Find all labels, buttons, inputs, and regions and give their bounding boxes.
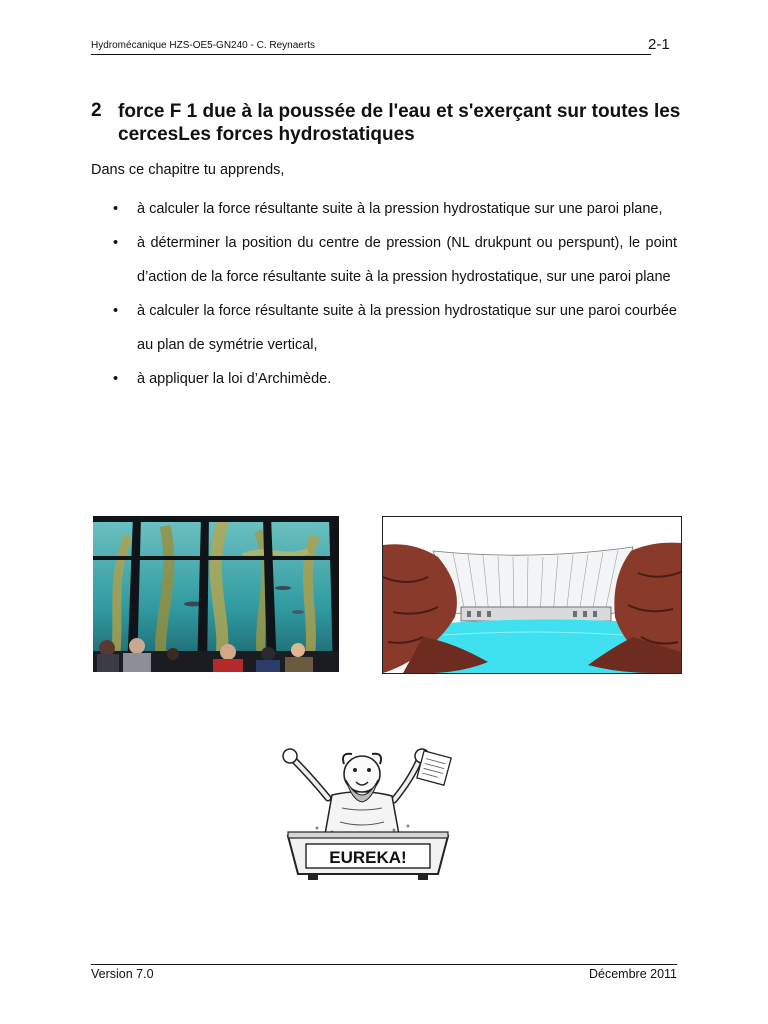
dam-illustration-icon — [382, 516, 682, 674]
list-item-text: à calculer la force résultante suite à la pression hydrostatique sur une paroi plane, — [137, 201, 663, 217]
intro-paragraph: Dans ce chapitre tu apprends, — [91, 162, 285, 178]
bullet-icon: • — [113, 303, 119, 319]
page-number: 2-1 — [648, 36, 670, 53]
bullet-icon: • — [113, 235, 119, 251]
list-item — [91, 294, 677, 362]
list-item-text: à calculer la force résultante suite à la pression hydrostatique sur une paroi courbée au plan de symétrie vertical, — [137, 303, 677, 353]
header-rule — [91, 54, 651, 55]
running-header-title: Hydromécanique HZS-OE5-GN240 - C. Reynaerts — [91, 40, 315, 51]
list-item — [91, 362, 677, 396]
chapter-title: force F 1 due à la poussée de l'eau et s'exerçant sur toutes les cercesLes forces hydrostatiques — [118, 101, 681, 145]
learning-objectives-list — [91, 192, 677, 396]
bullet-icon: • — [113, 371, 119, 387]
list-item-text: à déterminer la position du centre de pression (NL drukpunt ou perspunt), le point d’action de la force résultante suite à la pression hydrostatique, sur une paroi plane — [137, 235, 677, 285]
aquarium-photo-icon — [93, 516, 339, 672]
eureka-logo-lettering: EUREKA! — [329, 848, 407, 867]
list-item-text: à appliquer la loi d’Archimède. — [137, 371, 332, 387]
archimedes-eureka-cartoon-icon — [262, 740, 474, 882]
footer-date: Décembre 2011 — [588, 967, 677, 981]
chapter-number: 2 — [91, 100, 102, 121]
bullet-icon: • — [113, 201, 119, 217]
footer-version: Version 7.0 — [91, 967, 154, 981]
footer-rule — [91, 964, 677, 965]
list-item — [91, 226, 677, 294]
list-item — [91, 192, 677, 226]
